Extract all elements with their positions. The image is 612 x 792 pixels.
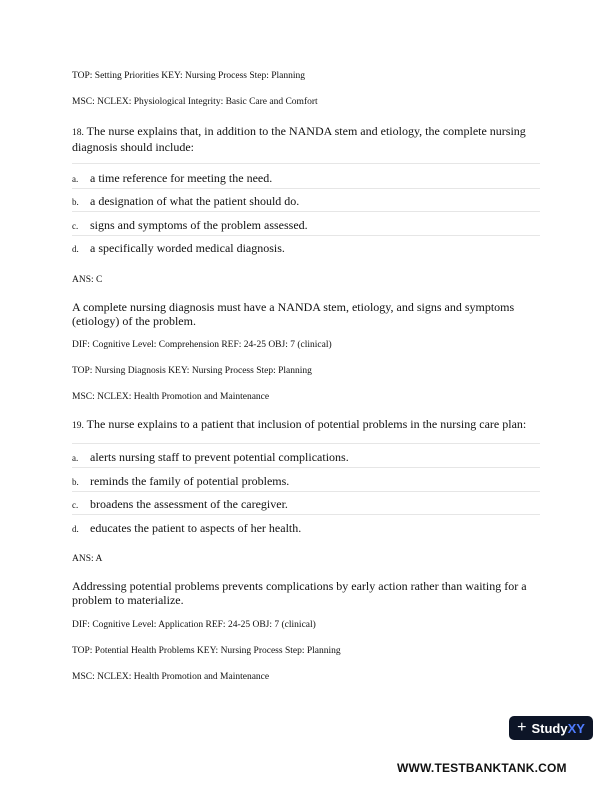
answer: ANS: C: [72, 275, 103, 285]
option-c: c. signs and symptoms of the problem assessed.: [72, 218, 308, 232]
divider: [72, 211, 540, 212]
dif-line: DIF: Cognitive Level: Application REF: 24-25 OBJ: 7 (clinical): [72, 620, 316, 630]
question-19-stem: [72, 417, 526, 432]
topic-line: TOP: Potential Health Problems KEY: Nursing Process Step: Planning: [72, 646, 341, 656]
question-text: The nurse explains that, in addition to the NANDA stem and etiology, the complete nursing diagnosis should include:: [72, 124, 526, 154]
rationale: A complete nursing diagnosis must have a NANDA stem, etiology, and signs and symptoms (etiology) of the problem.: [72, 300, 515, 328]
msc-line: MSC: NCLEX: Health Promotion and Maintenance: [72, 672, 270, 682]
dif-line: DIF: Cognitive Level: Comprehension REF: 24-25 OBJ: 7 (clinical): [72, 340, 332, 350]
divider: [72, 188, 540, 189]
rationale: Addressing potential problems prevents complications by early action rather than waiting for a problem to materialize.: [72, 579, 527, 607]
topic-line: TOP: Nursing Diagnosis KEY: Nursing Process Step: Planning: [72, 366, 312, 376]
divider: [72, 514, 540, 515]
studyxy-badge[interactable]: [509, 716, 593, 740]
answer: ANS: A: [72, 554, 103, 564]
option-b: b. reminds the family of potential problems.: [72, 474, 290, 488]
option-c: c. broadens the assessment of the caregiver.: [72, 497, 288, 511]
option-a: a. a time reference for meeting the need.: [72, 171, 273, 185]
divider: [72, 163, 540, 164]
msc-line: MSC: NCLEX: Physiological Integrity: Basic Care and Comfort: [72, 97, 318, 107]
footer-url[interactable]: WWW.TESTBANKTANK.COM: [397, 761, 567, 775]
divider: [72, 491, 540, 492]
question-18-stem: [72, 124, 542, 154]
badge-xy: XY: [567, 720, 585, 736]
plus-icon: +: [517, 719, 527, 736]
option-d: d. educates the patient to aspects of her health.: [72, 521, 302, 535]
question-number: 19.: [72, 421, 84, 431]
option-b: b. a designation of what the patient should do.: [72, 194, 300, 208]
msc-line: MSC: NCLEX: Health Promotion and Maintenance: [72, 392, 270, 402]
question-text: The nurse explains to a patient that inclusion of potential problems in the nursing care plan:: [86, 417, 527, 431]
option-a: a. alerts nursing staff to prevent potential complications.: [72, 450, 349, 464]
divider: [72, 235, 540, 236]
divider: [72, 467, 540, 468]
badge-study: Study: [531, 720, 568, 736]
divider: [72, 443, 540, 444]
question-number: 18.: [72, 128, 84, 138]
topic-line: TOP: Setting Priorities KEY: Nursing Process Step: Planning: [72, 71, 306, 81]
option-d: d. a specifically worded medical diagnosis.: [72, 241, 285, 255]
